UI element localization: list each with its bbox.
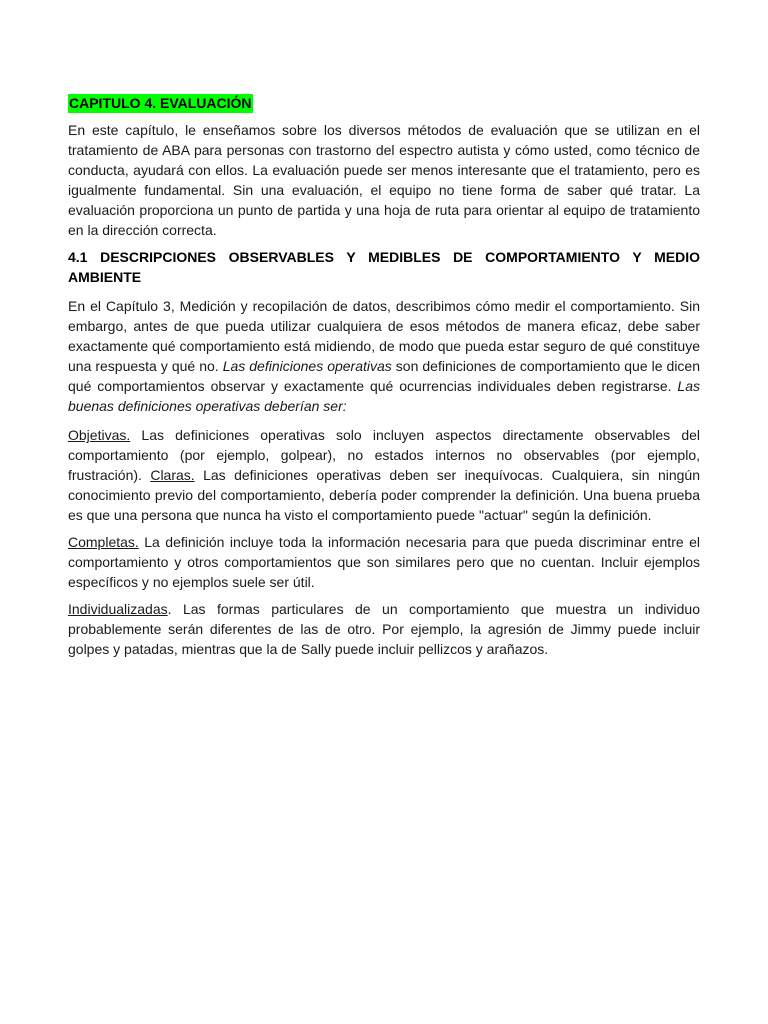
section-intro-text-1: En el Capítulo 3, Medición y recopilación de datos, describimos cómo medir el comportamiento. Sin embargo, antes de que pueda utilizar cualquiera de esos métodos de manera eficaz, debe saber exactamente qué comportamiento está midiendo, de modo que pueda estar seguro de qué constituye una respuesta y qué no. (68, 298, 700, 374)
objetivas-text: Las definiciones operativas solo incluyen aspectos directamente observables del comportamiento (por ejemplo, golpear), no estados internos no observables (por ejemplo, frustración). (68, 427, 700, 483)
section-intro-italic-2: Las buenas definiciones operativas deberían ser: (68, 378, 700, 414)
completas-text: La definición incluye toda la información necesaria para que pueda discriminar entre el comportamiento y otros comportamientos que son similares pero que no cuentan. Incluir ejemplos específicos y no ejemplos suele ser útil. (68, 534, 700, 590)
document-body (68, 93, 700, 659)
objetivas-term: Objetivas. (68, 427, 131, 443)
objetivas-paragraph (68, 425, 700, 525)
completas-term: Completas. (68, 534, 139, 550)
individualizadas-paragraph (68, 599, 700, 659)
chapter-title: CAPITULO 4. EVALUACIÓN (69, 95, 252, 111)
completas-paragraph (68, 532, 700, 592)
claras-text: Las definiciones operativas deben ser inequívocas. Cualquiera, sin ningún conocimiento previo del comportamiento, debería poder comprender la definición. Una buena prueba es que una persona que nunca ha visto el comportamiento puede "actuar" según la definición. (68, 467, 700, 523)
section-intro-italic-1: Las definiciones operativas (222, 358, 392, 374)
chapter-title-line (68, 93, 700, 113)
individualizadas-text: . Las formas particulares de un comportamiento que muestra un individuo probablemente serán diferentes de las de otro. Por ejemplo, la agresión de Jimmy puede incluir golpes y patadas, mientras que la de Sally puede incluir pellizcos y arañazos. (68, 601, 700, 657)
claras-term: Claras. (150, 467, 195, 483)
section-heading: 4.1 DESCRIPCIONES OBSERVABLES Y MEDIBLES DE COMPORTAMIENTO Y MEDIO AMBIENTE (68, 249, 700, 285)
individualizadas-term: Individualizadas (68, 601, 168, 617)
section-intro-text-2: son definiciones de comportamiento que le dicen qué comportamientos observar y exactamente qué ocurrencias individuales deben registrarse. (68, 358, 700, 394)
section-intro-paragraph (68, 296, 700, 416)
intro-paragraph: En este capítulo, le enseñamos sobre los diversos métodos de evaluación que se utilizan en el tratamiento de ABA para personas con trastorno del espectro autista y cómo usted, como técnico de conducta, ayudará con ellos. La evaluación puede ser menos interesante que el tratamiento, pero es igualmente fundamental. Sin una evaluación, el equipo no tiene forma de saber qué tratar. La evaluación proporciona un punto de partida y una hoja de ruta para orientar al equipo de tratamiento en la dirección correcta. (68, 122, 700, 238)
